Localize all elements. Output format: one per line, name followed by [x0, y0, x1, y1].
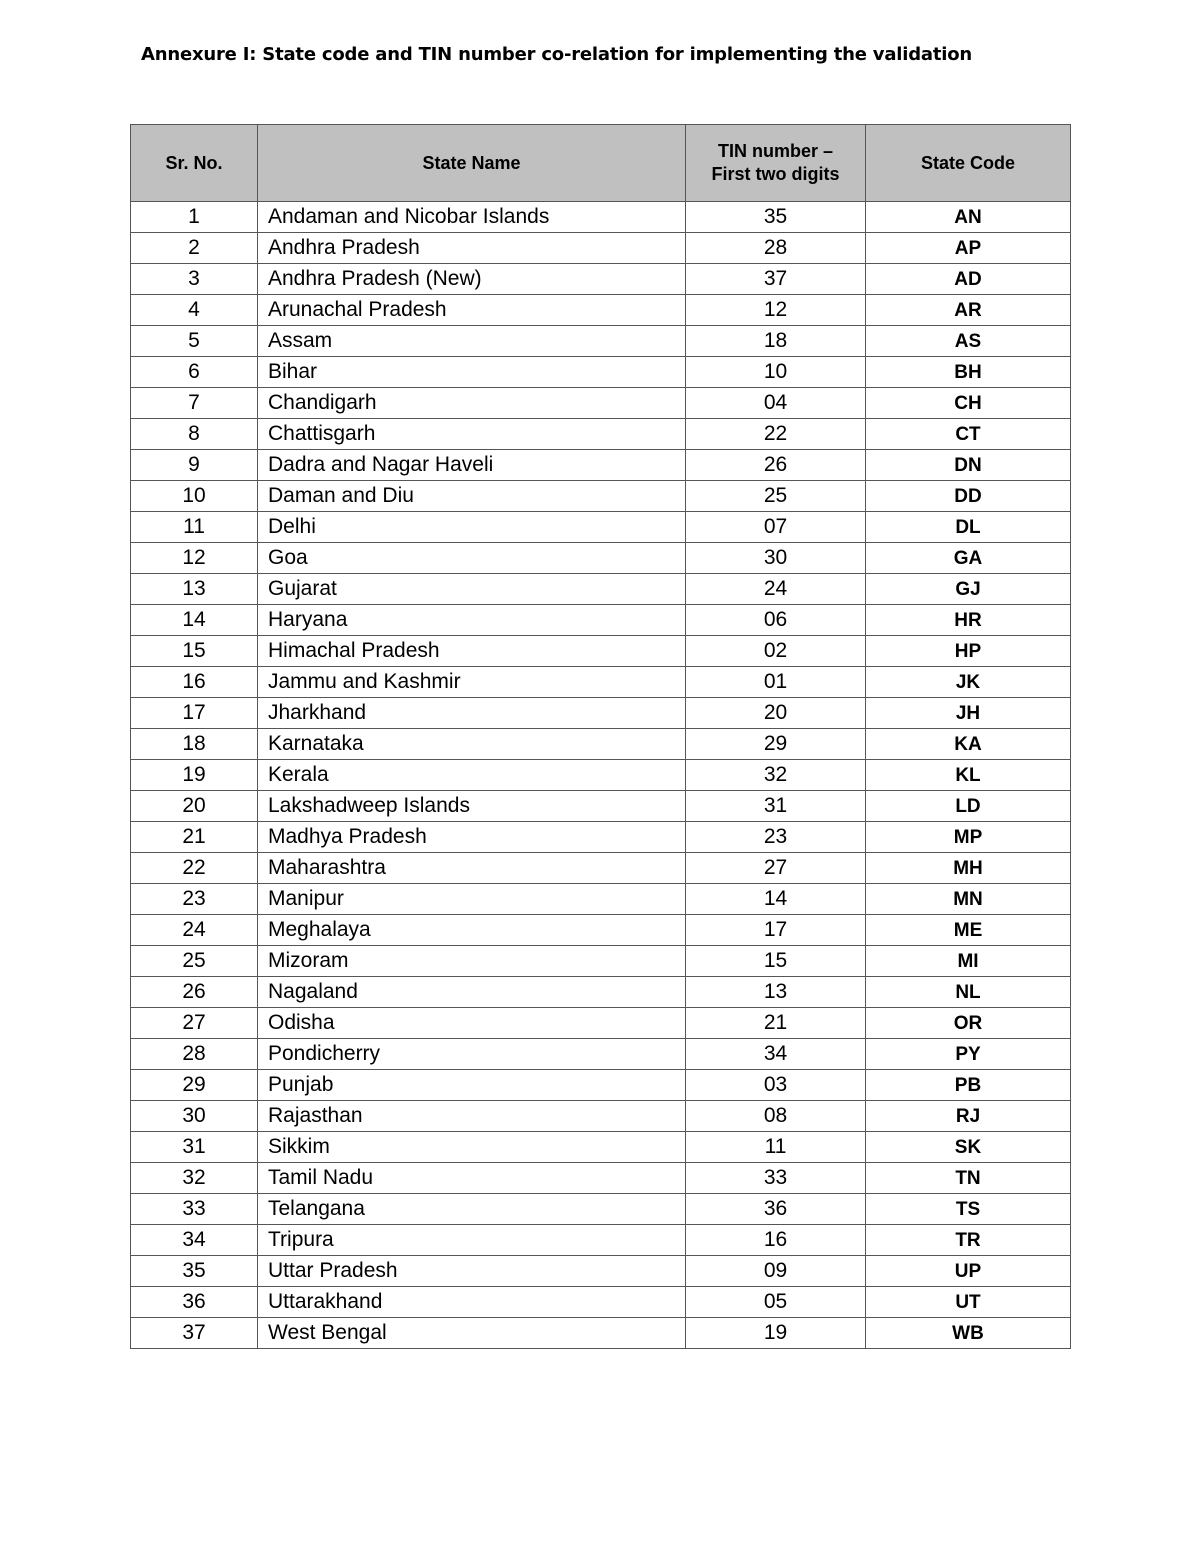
cell-sr-no: 7: [131, 388, 258, 419]
cell-state-name: Himachal Pradesh: [258, 636, 686, 667]
cell-state-code: JK: [866, 667, 1071, 698]
table-row: [131, 295, 1071, 326]
cell-sr-no: 8: [131, 419, 258, 450]
cell-state-code: TS: [866, 1194, 1071, 1225]
cell-state-code: PB: [866, 1070, 1071, 1101]
cell-sr-no: 33: [131, 1194, 258, 1225]
cell-sr-no: 1: [131, 202, 258, 233]
table-row: [131, 1163, 1071, 1194]
cell-state-name: West Bengal: [258, 1318, 686, 1349]
cell-state-name: Arunachal Pradesh: [258, 295, 686, 326]
cell-sr-no: 14: [131, 605, 258, 636]
cell-tin: 03: [686, 1070, 866, 1101]
cell-state-name: Uttarakhand: [258, 1287, 686, 1318]
table-row: [131, 1287, 1071, 1318]
table-row: [131, 357, 1071, 388]
cell-tin: 02: [686, 636, 866, 667]
cell-state-name: Lakshadweep Islands: [258, 791, 686, 822]
table-row: [131, 791, 1071, 822]
cell-tin: 35: [686, 202, 866, 233]
cell-state-name: Maharashtra: [258, 853, 686, 884]
cell-sr-no: 2: [131, 233, 258, 264]
cell-state-code: GJ: [866, 574, 1071, 605]
cell-state-name: Meghalaya: [258, 915, 686, 946]
cell-state-code: KA: [866, 729, 1071, 760]
cell-sr-no: 4: [131, 295, 258, 326]
table-row: [131, 1132, 1071, 1163]
cell-state-name: Chattisgarh: [258, 419, 686, 450]
cell-state-name: Odisha: [258, 1008, 686, 1039]
cell-state-name: Dadra and Nagar Haveli: [258, 450, 686, 481]
cell-tin: 16: [686, 1225, 866, 1256]
cell-state-code: PY: [866, 1039, 1071, 1070]
cell-state-code: DD: [866, 481, 1071, 512]
cell-sr-no: 26: [131, 977, 258, 1008]
table-row: [131, 853, 1071, 884]
cell-tin: 27: [686, 853, 866, 884]
cell-sr-no: 3: [131, 264, 258, 295]
cell-state-name: Assam: [258, 326, 686, 357]
cell-tin: 30: [686, 543, 866, 574]
cell-sr-no: 18: [131, 729, 258, 760]
cell-sr-no: 29: [131, 1070, 258, 1101]
table-row: [131, 543, 1071, 574]
table-row: [131, 450, 1071, 481]
cell-state-code: TR: [866, 1225, 1071, 1256]
header-tin-number: [686, 125, 866, 202]
cell-state-code: MH: [866, 853, 1071, 884]
cell-tin: 12: [686, 295, 866, 326]
cell-state-name: Andaman and Nicobar Islands: [258, 202, 686, 233]
cell-state-code: DL: [866, 512, 1071, 543]
table-row: [131, 1070, 1071, 1101]
cell-tin: 26: [686, 450, 866, 481]
cell-sr-no: 22: [131, 853, 258, 884]
cell-state-name: Daman and Diu: [258, 481, 686, 512]
table-row: [131, 233, 1071, 264]
cell-tin: 06: [686, 605, 866, 636]
table-row: [131, 512, 1071, 543]
cell-tin: 34: [686, 1039, 866, 1070]
cell-tin: 14: [686, 884, 866, 915]
cell-state-code: CT: [866, 419, 1071, 450]
cell-state-code: HR: [866, 605, 1071, 636]
cell-state-name: Jharkhand: [258, 698, 686, 729]
table-row: [131, 977, 1071, 1008]
table-row: [131, 481, 1071, 512]
cell-sr-no: 24: [131, 915, 258, 946]
cell-state-name: Andhra Pradesh (New): [258, 264, 686, 295]
cell-state-code: MN: [866, 884, 1071, 915]
cell-state-code: UP: [866, 1256, 1071, 1287]
table-row: [131, 667, 1071, 698]
state-code-table: [130, 124, 1071, 1349]
cell-state-code: HP: [866, 636, 1071, 667]
cell-sr-no: 11: [131, 512, 258, 543]
cell-state-code: JH: [866, 698, 1071, 729]
cell-state-name: Madhya Pradesh: [258, 822, 686, 853]
table-row: [131, 884, 1071, 915]
cell-state-name: Jammu and Kashmir: [258, 667, 686, 698]
cell-tin: 07: [686, 512, 866, 543]
cell-state-name: Delhi: [258, 512, 686, 543]
cell-tin: 36: [686, 1194, 866, 1225]
cell-state-name: Haryana: [258, 605, 686, 636]
cell-state-name: Chandigarh: [258, 388, 686, 419]
cell-state-name: Goa: [258, 543, 686, 574]
cell-tin: 29: [686, 729, 866, 760]
table-row: [131, 419, 1071, 450]
cell-state-code: AD: [866, 264, 1071, 295]
cell-state-name: Manipur: [258, 884, 686, 915]
cell-state-name: Gujarat: [258, 574, 686, 605]
cell-state-code: NL: [866, 977, 1071, 1008]
cell-state-name: Uttar Pradesh: [258, 1256, 686, 1287]
cell-sr-no: 17: [131, 698, 258, 729]
cell-tin: 24: [686, 574, 866, 605]
cell-tin: 18: [686, 326, 866, 357]
table-row: [131, 605, 1071, 636]
table-row: [131, 1318, 1071, 1349]
cell-state-code: LD: [866, 791, 1071, 822]
cell-state-name: Mizoram: [258, 946, 686, 977]
cell-state-code: MI: [866, 946, 1071, 977]
cell-tin: 22: [686, 419, 866, 450]
page-title: Annexure I: State code and TIN number co-relation for implementing the validation: [141, 44, 973, 65]
table-row: [131, 915, 1071, 946]
cell-state-code: GA: [866, 543, 1071, 574]
cell-sr-no: 30: [131, 1101, 258, 1132]
table-row: [131, 202, 1071, 233]
cell-tin: 28: [686, 233, 866, 264]
cell-state-name: Sikkim: [258, 1132, 686, 1163]
cell-sr-no: 6: [131, 357, 258, 388]
cell-state-name: Andhra Pradesh: [258, 233, 686, 264]
cell-sr-no: 15: [131, 636, 258, 667]
cell-state-code: AS: [866, 326, 1071, 357]
table-row: [131, 1008, 1071, 1039]
table-row: [131, 264, 1071, 295]
cell-state-name: Punjab: [258, 1070, 686, 1101]
cell-tin: 37: [686, 264, 866, 295]
cell-state-code: WB: [866, 1318, 1071, 1349]
cell-sr-no: 5: [131, 326, 258, 357]
cell-state-name: Nagaland: [258, 977, 686, 1008]
cell-sr-no: 16: [131, 667, 258, 698]
cell-state-code: SK: [866, 1132, 1071, 1163]
cell-state-name: Rajasthan: [258, 1101, 686, 1132]
cell-tin: 25: [686, 481, 866, 512]
cell-sr-no: 28: [131, 1039, 258, 1070]
cell-state-name: Telangana: [258, 1194, 686, 1225]
cell-sr-no: 12: [131, 543, 258, 574]
cell-state-code: OR: [866, 1008, 1071, 1039]
cell-tin: 33: [686, 1163, 866, 1194]
cell-state-code: BH: [866, 357, 1071, 388]
table-row: [131, 729, 1071, 760]
cell-state-code: AP: [866, 233, 1071, 264]
cell-sr-no: 19: [131, 760, 258, 791]
cell-sr-no: 31: [131, 1132, 258, 1163]
cell-tin: 11: [686, 1132, 866, 1163]
header-state-code: State Code: [866, 125, 1071, 202]
table-row: [131, 760, 1071, 791]
table-row: [131, 698, 1071, 729]
cell-state-code: ME: [866, 915, 1071, 946]
cell-state-name: Kerala: [258, 760, 686, 791]
table-row: [131, 1194, 1071, 1225]
header-sr-no: Sr. No.: [131, 125, 258, 202]
table-row: [131, 1039, 1071, 1070]
cell-tin: 15: [686, 946, 866, 977]
cell-tin: 32: [686, 760, 866, 791]
cell-state-code: KL: [866, 760, 1071, 791]
cell-tin: 01: [686, 667, 866, 698]
cell-sr-no: 10: [131, 481, 258, 512]
cell-state-code: TN: [866, 1163, 1071, 1194]
table-row: [131, 1256, 1071, 1287]
cell-state-code: AR: [866, 295, 1071, 326]
cell-sr-no: 13: [131, 574, 258, 605]
cell-state-name: Tripura: [258, 1225, 686, 1256]
cell-tin: 05: [686, 1287, 866, 1318]
header-row: [131, 125, 1071, 202]
cell-tin: 20: [686, 698, 866, 729]
cell-state-name: Tamil Nadu: [258, 1163, 686, 1194]
cell-sr-no: 32: [131, 1163, 258, 1194]
cell-state-name: Pondicherry: [258, 1039, 686, 1070]
cell-sr-no: 34: [131, 1225, 258, 1256]
cell-tin: 23: [686, 822, 866, 853]
cell-state-code: MP: [866, 822, 1071, 853]
cell-tin: 09: [686, 1256, 866, 1287]
cell-tin: 04: [686, 388, 866, 419]
cell-sr-no: 25: [131, 946, 258, 977]
cell-sr-no: 9: [131, 450, 258, 481]
table-row: [131, 574, 1071, 605]
cell-tin: 13: [686, 977, 866, 1008]
cell-sr-no: 23: [131, 884, 258, 915]
cell-sr-no: 37: [131, 1318, 258, 1349]
cell-state-name: Bihar: [258, 357, 686, 388]
cell-tin: 10: [686, 357, 866, 388]
cell-state-code: CH: [866, 388, 1071, 419]
table-row: [131, 636, 1071, 667]
table-row: [131, 946, 1071, 977]
table-row: [131, 822, 1071, 853]
cell-state-name: Karnataka: [258, 729, 686, 760]
table-row: [131, 388, 1071, 419]
cell-sr-no: 27: [131, 1008, 258, 1039]
cell-sr-no: 35: [131, 1256, 258, 1287]
cell-tin: 08: [686, 1101, 866, 1132]
cell-tin: 31: [686, 791, 866, 822]
table-row: [131, 1225, 1071, 1256]
cell-sr-no: 21: [131, 822, 258, 853]
cell-tin: 19: [686, 1318, 866, 1349]
header-tin-line2: First two digits: [711, 164, 840, 184]
cell-state-code: RJ: [866, 1101, 1071, 1132]
header-state-name: State Name: [258, 125, 686, 202]
header-tin-line1: TIN number –: [717, 141, 833, 161]
cell-state-code: DN: [866, 450, 1071, 481]
cell-tin: 17: [686, 915, 866, 946]
cell-sr-no: 20: [131, 791, 258, 822]
cell-tin: 21: [686, 1008, 866, 1039]
cell-state-code: UT: [866, 1287, 1071, 1318]
cell-sr-no: 36: [131, 1287, 258, 1318]
table-row: [131, 326, 1071, 357]
table-row: [131, 1101, 1071, 1132]
cell-state-code: AN: [866, 202, 1071, 233]
